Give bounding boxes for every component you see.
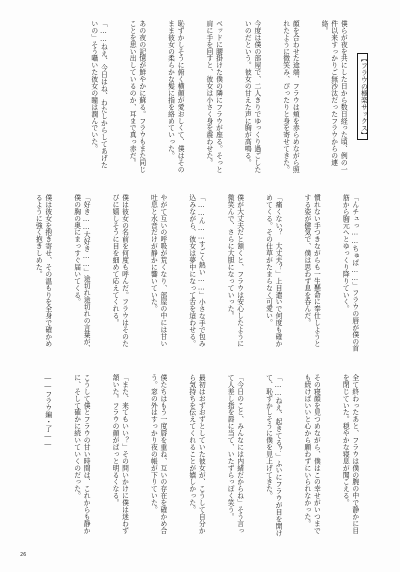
paragraph: 「……ねえ、今日はね、わたしからしてあげたいの」そう囁いた彼女の瞳は潤んでいた。 bbox=[89, 20, 108, 169]
text-column-block-bottom bbox=[22, 374, 378, 538]
paragraph: 全て終わったあと、フラウは僕の腕の中で静かに目を閉じていた。穏やかな寝息が聞こえる。 bbox=[341, 374, 359, 534]
paragraph: 今度は僕の部屋で、二人きりでゆっくり過ごしたいのだという。彼女の甘えた声に胸が高鳴る。 bbox=[243, 20, 261, 173]
page-number: 26 bbox=[20, 552, 27, 558]
paragraph: ベッドに腰掛けた僕の隣にフラウが座る。そっと肩に手を回すと、彼女は小さく身を震わせた。 bbox=[204, 20, 223, 173]
paragraph: 「んチュっ……ちゅぱ……」フラウの唇が僕の首筋から胸元へとゆっくり降りていく。 bbox=[341, 194, 359, 352]
section-heading: 【フラウの極楽サックス】 bbox=[357, 53, 369, 140]
paragraph: 僕は彼女を抱き寄せ、その温もりを全身で確かめるように強く抱きしめた。 bbox=[34, 194, 52, 347]
text-column-block-middle bbox=[22, 194, 378, 352]
paragraph: 最初はおずおずとしていた彼女が、こうして自分から気持ちを伝えてくれることが嬉しかった。 bbox=[187, 374, 206, 534]
paragraph: 顔を合わせた途端、フラウは頬を赤らめながら照れたように微笑み、ぴったりと身を寄せてきた。 bbox=[281, 20, 300, 173]
paragraph: 慣れない手つきながらも一生懸命に奉仕しようとする姿が健気で、僕は思わず息を呑んだ。 bbox=[302, 194, 321, 347]
paragraph: 僕らが夜を共にした日から数日経った頃、例の一件以来すっかりご無沙汰だったフラウからの連絡。 bbox=[320, 20, 348, 173]
paragraph: 「また、来てもいい？」その問いかけに僕は迷わず頷いた。フラウの顔がぱっと明るくなる。 bbox=[110, 374, 129, 534]
paragraph: 恥ずかしそうに俯く横顔が愛おしくて、僕はそのまま彼女の柔らかな髪に指を絡めていった。 bbox=[166, 20, 185, 173]
paragraph: 「痛くない？ 大丈夫？」上目遣いで何度も確かめてくる。その仕草がたまらなく可愛い。 bbox=[264, 194, 283, 347]
paragraph: 僕が大丈夫だと頷くと、フラウは安心したように微笑んで、さらに大胆になっていった。 bbox=[226, 194, 244, 347]
paragraph: こうして僕とフラウの甘い時間は、これからも静かに、そして確かに続いていくのだった。 bbox=[72, 374, 91, 534]
paragraph: ――フラウ編・了―― bbox=[43, 374, 52, 449]
text-column-block-top bbox=[22, 20, 378, 174]
paragraph: 「……ねえ、起きてる？」ふいにフラウが目を開けて、恥ずかしそうに僕を見上げてきた。 bbox=[264, 374, 283, 537]
paragraph: あの夜の記憶が鮮やかに蘇る。フラウもまた同じことを思い出しているのか、耳まで真っ赤だ。 bbox=[128, 20, 146, 173]
paragraph: その寝顔を見つめながら、僕はこの幸せがいつまでも続けばいいと心から願わずにいられなかった。 bbox=[302, 374, 321, 534]
paragraph: 「今日のこと、みんなには内緒だからね」そう言って人差し指を唇に当て、いたずらっぽく笑う。 bbox=[226, 374, 244, 534]
paragraph: 僕は彼女の名前を何度も呼んだ。フラウはそのたびに嬉しそうに目を細めて応えてくれる。 bbox=[110, 194, 129, 347]
paragraph: 僕たちはもう一度唇を重ね、互いの存在を確かめ合う。窓の外はすっかり夜の帳が下りていた。 bbox=[149, 374, 167, 534]
paragraph: やがて互いの呼吸が荒くなり、部屋の中には甘い吐息と水音だけが静かに響いていた。 bbox=[149, 194, 167, 347]
paragraph: 「好き……大好き……」途切れ途切れの言葉が、僕の胸の奥にまっすぐ届いてくる。 bbox=[72, 194, 91, 352]
paragraph: 「……ん……すごく熱い……」小さな手で包み込みながら、彼女は夢中になって舌を這わせる。 bbox=[187, 194, 206, 348]
